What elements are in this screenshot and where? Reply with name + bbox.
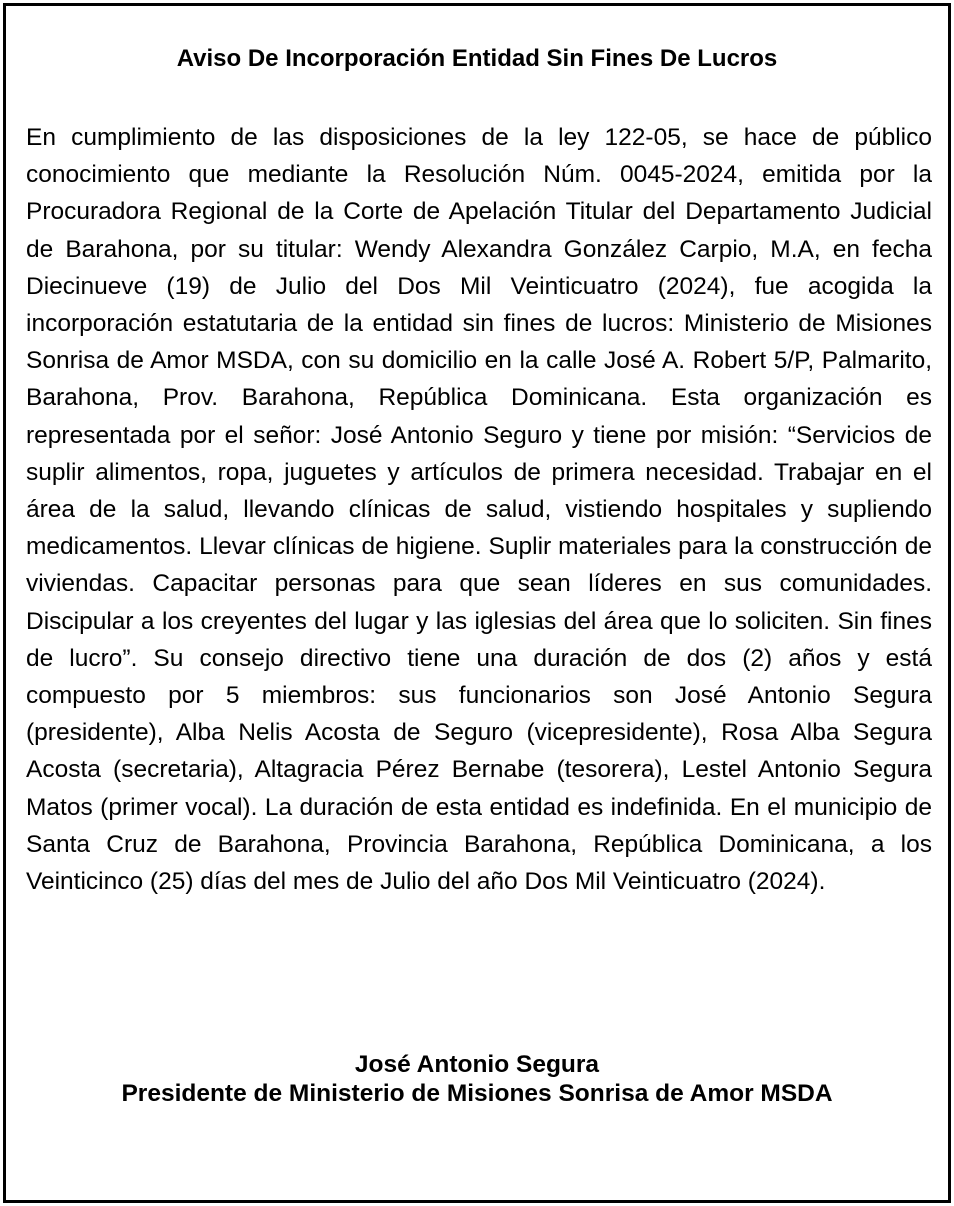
signature-block <box>6 1050 948 1108</box>
signature-name: José Antonio Segura <box>354 1051 600 1078</box>
notice-body: En cumplimiento de las disposiciones de la ley 122-05, se hace de público conocimiento que mediante la Resolución Núm. 0045-2024, emitida por la Procuradora Regional de la Corte de Apelación Titular del Departamento Judicial de Barahona, por su titular: Wendy Alexandra González Carpio, M.A, en fecha Diecinueve (19) de Julio del Dos Mil Veinticuatro (2024), fue acogida la incorporación estatutaria de la entidad sin fines de lucros: Ministerio de Misiones Sonrisa de Amor MSDA, con su domicilio en la calle José A. Robert 5/P, Palmarito, Barahona, Prov. Barahona, República Dominicana. Esta organización es representada por el señor: José Antonio Seguro y tiene por misión: “Servicios de suplir alimentos, ropa, juguetes y artículos de primera necesidad. Trabajar en el área de la salud, llevando clínicas de salud, vistiendo hospitales y supliendo medicamentos. Llevar clínicas de higiene. Suplir materiales para la construcción de viviendas. Capacitar personas para que sean líderes en sus comunidades. Discipular a los creyentes del lugar y las iglesias del área que lo soliciten. Sin fines de lucro”. Su consejo directivo tiene una duración de dos (2) años y está compuesto por 5 miembros: sus funcionarios son José Antonio Segura (presidente), Alba Nelis Acosta de Seguro (vicepresidente), Rosa Alba Segura Acosta (secretaria), Altagracia Pérez Bernabe (tesorera), Lestel Antonio Segura Matos (primer vocal). La duración de esta entidad es indefinida. En el municipio de Santa Cruz de Barahona, Provincia Barahona, República Dominicana, a los Veinticinco (25) días del mes de Julio del año Dos Mil Veinticuatro (2024). <box>26 124 932 896</box>
notice-title: Aviso De Incorporación Entidad Sin Fines De Lucros <box>176 45 778 72</box>
notice-frame <box>3 3 951 1203</box>
signature-role: Presidente de Ministerio de Misiones Sonrisa de Amor MSDA <box>121 1080 833 1107</box>
